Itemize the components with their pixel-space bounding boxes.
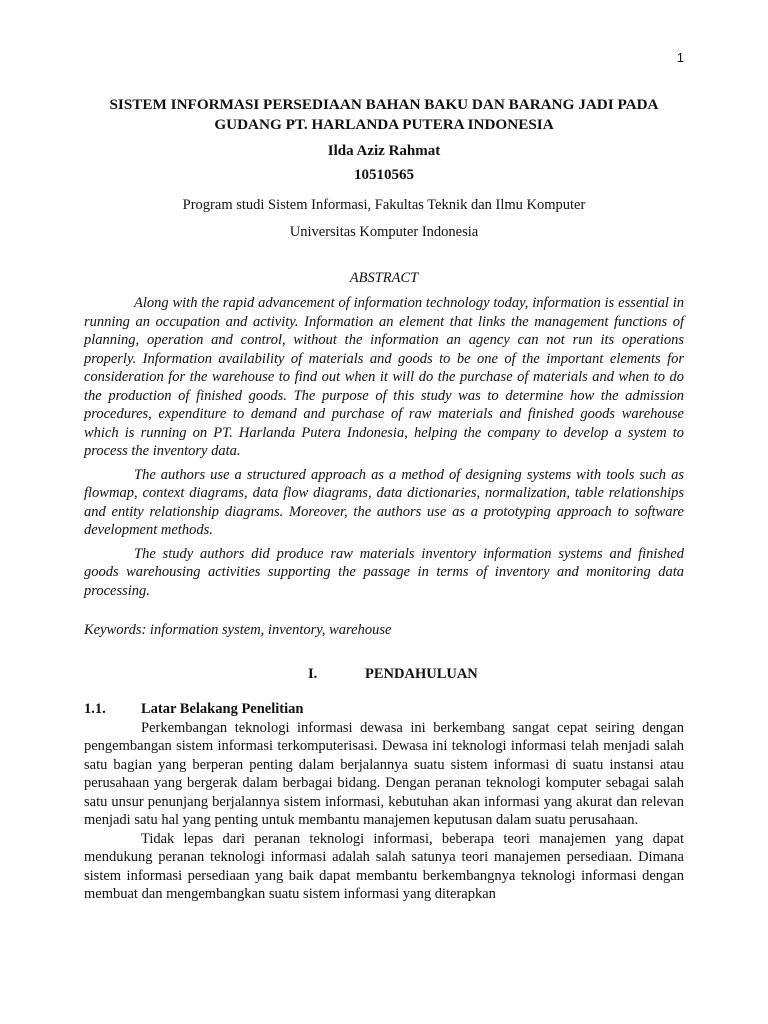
- author-name: Ilda Aziz Rahmat: [327, 143, 441, 159]
- abstract-paragraph-2: The authors use a structured approach as a method of designing systems with tools such as flowmap, context diagrams, data flow diagrams, data dictionaries, normalization, table relationships and entity relationship diagrams. Moreover, the authors use as a prototyping approach to software development methods.: [84, 466, 684, 538]
- section-title: PENDAHULUAN: [365, 665, 478, 682]
- keywords: Keywords: information system, inventory, warehouse: [84, 622, 392, 638]
- affiliation-university: Universitas Komputer Indonesia: [289, 224, 479, 240]
- section-heading: [84, 664, 684, 684]
- subsection-title: Latar Belakang Penelitian: [141, 700, 304, 717]
- abstract-paragraph-3: The study authors did produce raw materials inventory information systems and finished goods warehousing activities supporting the passage in terms of inventory and monitoring data processing.: [84, 545, 684, 599]
- section-number: I.: [308, 665, 318, 682]
- page-number: 1: [676, 50, 684, 65]
- affiliation-program: Program studi Sistem Informasi, Fakultas Teknik dan Ilmu Komputer: [182, 197, 586, 213]
- paper-content: [84, 95, 684, 904]
- body-paragraph-2: Tidak lepas dari peranan teknologi informasi, beberapa teori manajemen yang dapat mendukung peranan teknologi informasi adalah salah satunya teori manajemen persediaan. Dimana sistem informasi persediaan yang baik dapat membantu berkembangnya teknologi informasi dengan membuat dan mengembangkan suatu sistem informasi yang diterapkan: [84, 830, 684, 902]
- student-id: 10510565: [354, 167, 414, 183]
- subsection-number: 1.1.: [84, 700, 106, 717]
- body-paragraph-1: Perkembangan teknologi informasi dewasa ini berkembang sangat cepat seiring dengan pengembangan sistem informasi terkomputerisasi. Dewasa ini teknologi informasi telah menjadi salah satu bagian yang berperan penting dalam berjalannya suatu sistem informasi di suatu instansi atau perusahaan yang bergerak dalam berbagai bidang. Dengan peranan teknologi komputer sebagai salah satu unsur penunjang berjalannya sistem informasi, kebutuhan akan informasi yang akurat dan relevan menjadi satu hal yang penting untuk membantu manajemen keputusan dalam suatu perusahaan.: [84, 719, 684, 828]
- paper-title: SISTEM INFORMASI PERSEDIAAN BAHAN BAKU DAN BARANG JADI PADA GUDANG PT. HARLANDA PUTERA INDONESIA: [109, 96, 659, 133]
- abstract-heading: ABSTRACT: [349, 270, 419, 286]
- subsection-heading: [84, 699, 684, 719]
- abstract-paragraph-1: Along with the rapid advancement of information technology today, information is essential in running an occupation and activity. Information an element that links the management functions of planning, operation and control, without the information an agency can not run its operations properly. Information availability of materials and goods to be one of the important elements for consideration for the warehouse to find out when it will do the purchase of materials and when to do the production of finished goods. The purpose of this study was to determine how the admission procedures, expenditure to demand and purchase of raw materials and finished goods warehouse which is running on PT. Harlanda Putera Indonesia, helping the company to develop a system to process the inventory data.: [84, 295, 684, 459]
